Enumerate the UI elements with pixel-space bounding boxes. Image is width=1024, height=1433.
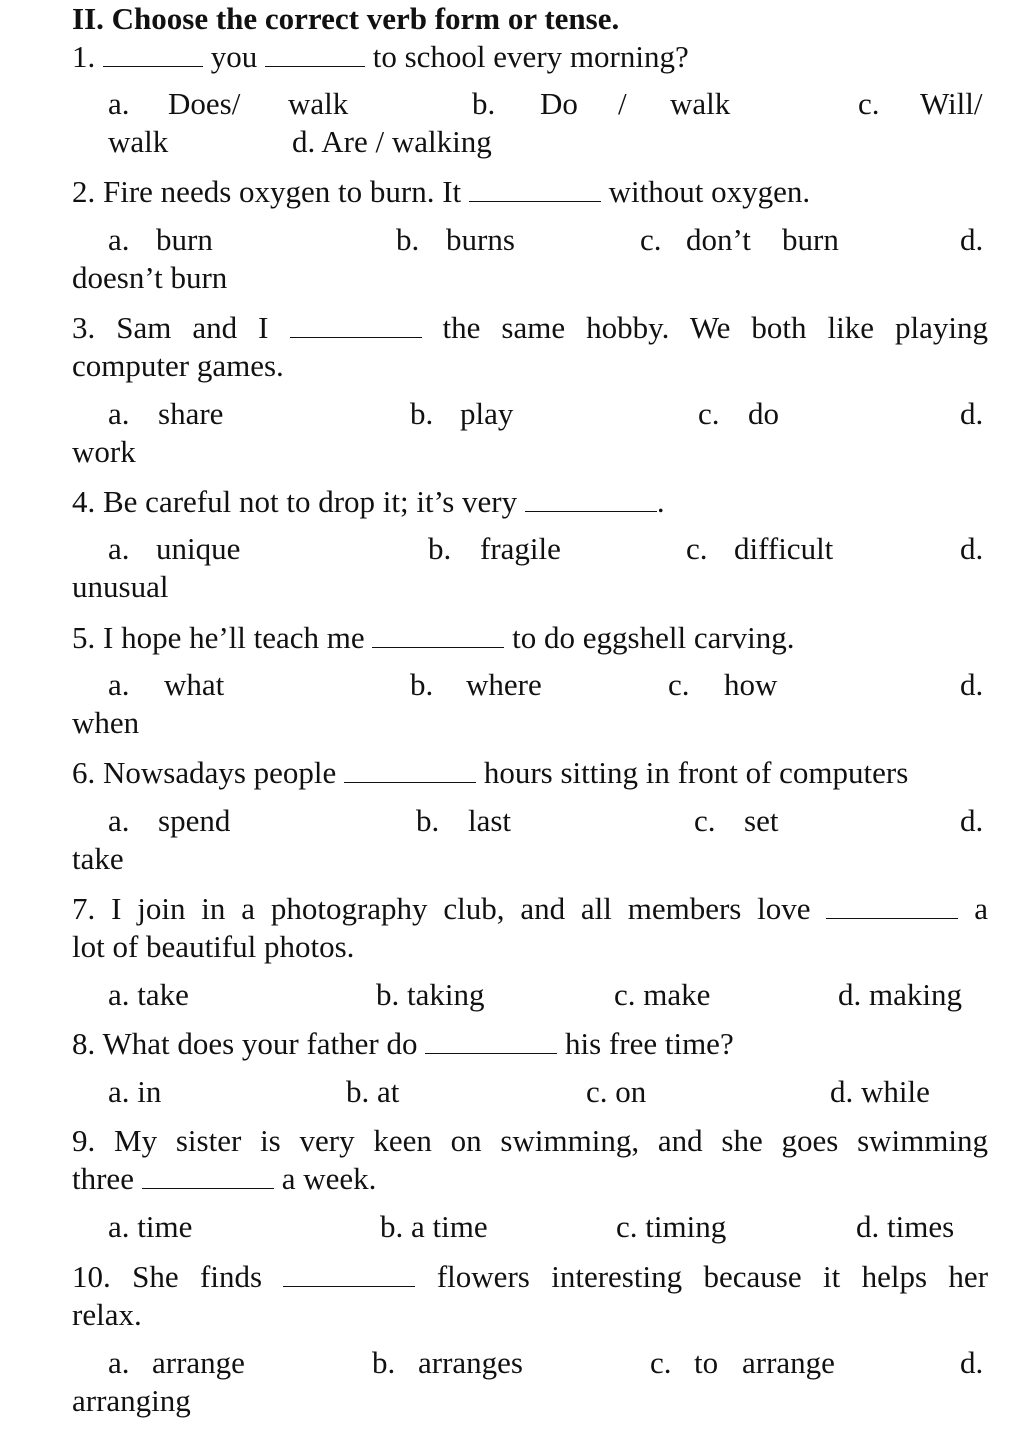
option-label: c. bbox=[668, 667, 690, 702]
question-5 bbox=[72, 619, 988, 657]
answer-blank[interactable] bbox=[283, 1262, 415, 1287]
question-1 bbox=[72, 38, 988, 76]
option-c[interactable]: c. on bbox=[586, 1074, 647, 1109]
question-text: 4. Be careful not to drop it; it’s very bbox=[72, 484, 518, 519]
option-text[interactable]: burn bbox=[156, 222, 213, 257]
option-label: b. bbox=[372, 1345, 396, 1380]
question-text: 7. I join in a photography club, and all members love bbox=[72, 891, 811, 926]
option-text[interactable]: doesn’t burn bbox=[72, 260, 228, 295]
option-label: a. bbox=[108, 396, 130, 431]
option-d[interactable]: d. while bbox=[830, 1074, 930, 1109]
option-text[interactable]: burn bbox=[782, 222, 839, 257]
option-label: c. bbox=[694, 803, 716, 838]
question-text: to school every morning? bbox=[372, 39, 689, 74]
option-text[interactable]: take bbox=[72, 841, 124, 876]
option-label: c. bbox=[640, 222, 662, 257]
answer-blank[interactable] bbox=[344, 758, 476, 783]
question-9-cont bbox=[72, 1160, 988, 1198]
option-label: b. bbox=[428, 531, 452, 566]
question-text: to do eggshell carving. bbox=[512, 620, 795, 655]
question-text: . bbox=[656, 484, 665, 519]
question-number: 1. bbox=[72, 39, 96, 74]
question-text: 5. I hope he’ll teach me bbox=[72, 620, 365, 655]
question-9: 9. My sister is very keen on swimming, and she goes swimming bbox=[72, 1123, 988, 1158]
option-label: d. bbox=[960, 531, 984, 566]
question-text: three bbox=[72, 1161, 134, 1196]
option-b[interactable]: b. a time bbox=[380, 1209, 488, 1244]
option-label: a. bbox=[108, 667, 130, 702]
question-6 bbox=[72, 754, 988, 792]
option-label: c. bbox=[858, 86, 880, 121]
option-text[interactable]: share bbox=[158, 396, 224, 431]
question-3 bbox=[72, 309, 988, 347]
question-4 bbox=[72, 483, 988, 521]
option-text[interactable]: arrange bbox=[152, 1345, 245, 1380]
option-text[interactable]: when bbox=[72, 705, 140, 740]
option-c[interactable]: c. timing bbox=[616, 1209, 727, 1244]
option-text[interactable]: do bbox=[748, 396, 779, 431]
question-text: 10. She finds bbox=[72, 1259, 263, 1294]
option-d[interactable]: d. times bbox=[856, 1209, 955, 1244]
question-7 bbox=[72, 890, 988, 928]
option-label: b. bbox=[416, 803, 440, 838]
option-label: d. bbox=[960, 1345, 984, 1380]
option-text[interactable]: last bbox=[468, 803, 512, 838]
option-text[interactable]: arrange bbox=[742, 1345, 835, 1380]
option-text[interactable]: Does/ bbox=[168, 86, 241, 121]
answer-blank[interactable] bbox=[425, 1029, 557, 1054]
page-title: II. Choose the correct verb form or tense. bbox=[72, 1, 620, 36]
option-label: a. bbox=[108, 86, 130, 121]
answer-blank[interactable] bbox=[826, 894, 958, 919]
option-text[interactable]: fragile bbox=[480, 531, 561, 566]
option-b[interactable]: b. at bbox=[346, 1074, 400, 1109]
answer-blank[interactable] bbox=[265, 42, 365, 67]
option-text[interactable]: unique bbox=[156, 531, 241, 566]
question-text: flowers interesting because it helps her bbox=[436, 1259, 989, 1294]
option-text[interactable]: how bbox=[724, 667, 778, 702]
option-label: b. bbox=[472, 86, 496, 121]
question-7-cont: lot of beautiful photos. bbox=[72, 929, 355, 964]
question-text: his free time? bbox=[565, 1026, 734, 1061]
option-a[interactable]: a. take bbox=[108, 977, 189, 1012]
option-label: c. bbox=[650, 1345, 672, 1380]
answer-blank[interactable] bbox=[525, 487, 657, 512]
question-text: you bbox=[210, 39, 258, 74]
option-label: d. bbox=[960, 222, 984, 257]
question-text: without oxygen. bbox=[608, 174, 811, 209]
option-label: d. bbox=[960, 396, 984, 431]
option-text[interactable]: walk bbox=[288, 86, 349, 121]
question-text: 8. What does your father do bbox=[72, 1026, 418, 1061]
option-label: a. bbox=[108, 531, 130, 566]
question-text: the same hobby. We both like playing bbox=[442, 310, 988, 345]
answer-blank[interactable] bbox=[103, 42, 203, 67]
option-label: b. bbox=[410, 396, 434, 431]
option-label: a. bbox=[108, 222, 130, 257]
option-b[interactable]: b. taking bbox=[376, 977, 485, 1012]
option-text[interactable]: unusual bbox=[72, 569, 169, 604]
option-text[interactable]: burns bbox=[446, 222, 515, 257]
option-text[interactable]: work bbox=[72, 434, 136, 469]
option-label: a. bbox=[108, 1345, 130, 1380]
option-text[interactable]: don’t bbox=[686, 222, 751, 257]
option-text[interactable]: what bbox=[164, 667, 225, 702]
option-text[interactable]: walk bbox=[108, 124, 169, 159]
option-text[interactable]: to bbox=[694, 1345, 719, 1380]
option-d[interactable]: d. making bbox=[838, 977, 962, 1012]
question-text: 2. Fire needs oxygen to burn. It bbox=[72, 174, 462, 209]
question-2 bbox=[72, 173, 988, 211]
option-text[interactable]: Do bbox=[540, 86, 578, 121]
option-text[interactable]: arranging bbox=[72, 1383, 191, 1418]
question-3-cont: computer games. bbox=[72, 348, 284, 383]
option-text[interactable]: difficult bbox=[734, 531, 834, 566]
option-text[interactable]: arranges bbox=[418, 1345, 523, 1380]
option-text[interactable]: walk bbox=[670, 86, 731, 121]
option-text[interactable]: play bbox=[460, 396, 514, 431]
answer-blank[interactable] bbox=[142, 1164, 274, 1189]
option-label: c. bbox=[698, 396, 720, 431]
question-10 bbox=[72, 1258, 988, 1296]
option-a[interactable]: a. time bbox=[108, 1209, 193, 1244]
question-8 bbox=[72, 1025, 988, 1063]
option-label: b. bbox=[396, 222, 420, 257]
option-label: d. bbox=[960, 803, 984, 838]
option-c[interactable]: c. make bbox=[614, 977, 711, 1012]
option-text[interactable]: spend bbox=[158, 803, 231, 838]
question-text: hours sitting in front of computers bbox=[483, 755, 909, 790]
answer-blank[interactable] bbox=[372, 623, 504, 648]
option-a[interactable]: a. in bbox=[108, 1074, 162, 1109]
question-text: a week. bbox=[281, 1161, 377, 1196]
option-text[interactable]: set bbox=[744, 803, 779, 838]
option-label: b. bbox=[410, 667, 434, 702]
question-text: a bbox=[974, 891, 989, 926]
answer-blank[interactable] bbox=[290, 313, 422, 338]
option-text[interactable]: Will/ bbox=[920, 86, 983, 121]
question-10-cont: relax. bbox=[72, 1297, 142, 1332]
option-text: / bbox=[618, 86, 627, 121]
option-label: d. bbox=[960, 667, 984, 702]
option-label: c. bbox=[686, 531, 708, 566]
option-text[interactable]: where bbox=[466, 667, 542, 702]
question-text: 6. Nowsadays people bbox=[72, 755, 337, 790]
question-text: 3. Sam and I bbox=[72, 310, 269, 345]
option-label: a. bbox=[108, 803, 130, 838]
option-text[interactable]: d. Are / walking bbox=[292, 124, 492, 159]
answer-blank[interactable] bbox=[469, 177, 601, 202]
